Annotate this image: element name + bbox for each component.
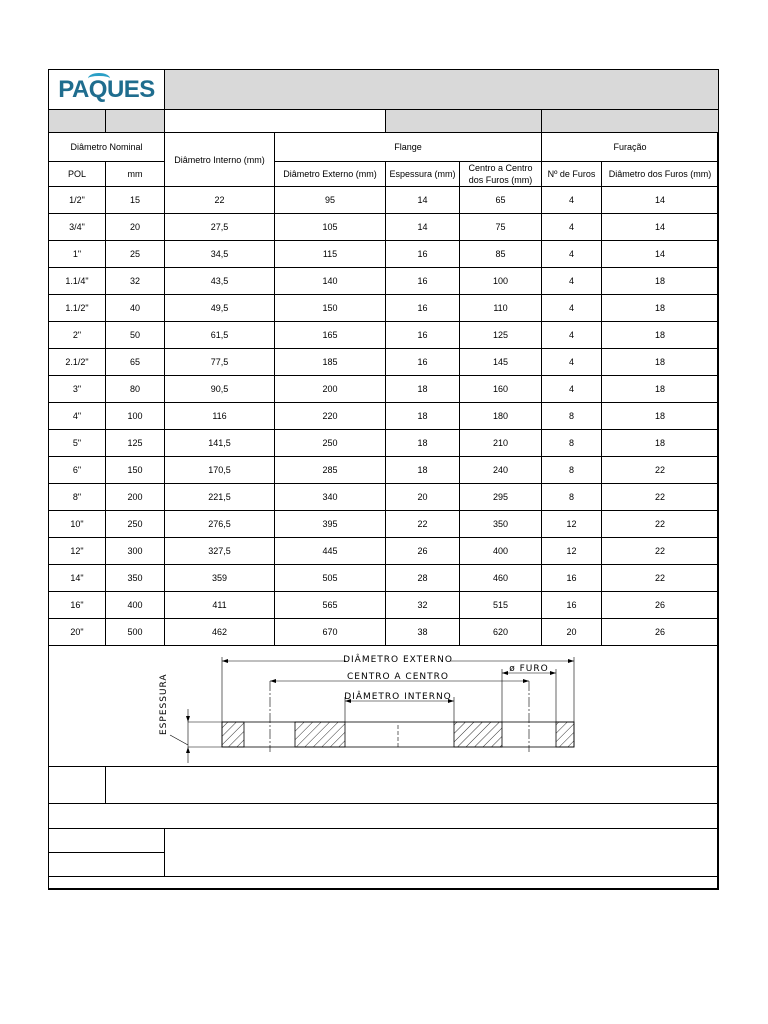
table-row [49,322,719,349]
table-cell: 100 [460,268,542,295]
sub-header-cell [542,110,719,133]
label-centro: CENTRO A CENTRO [347,672,449,682]
header-centro: Centro a Centro dos Furos (mm) [460,162,542,187]
table-cell: 240 [460,457,542,484]
table-cell: 8 [542,430,602,457]
table-cell: 16 [386,322,460,349]
table-cell: 1" [49,241,106,268]
table-cell: 4 [542,322,602,349]
table-cell: 1/2" [49,187,106,214]
table-cell: 400 [460,538,542,565]
label-interno: DIÂMETRO INTERNO [344,692,452,702]
arrow-icon [502,671,508,675]
table-cell: 250 [275,430,386,457]
footer-content-cell [165,829,719,877]
sub-header-cell [165,110,386,133]
table-cell: 125 [106,430,165,457]
table-cell: 670 [275,619,386,646]
table-cell: 12" [49,538,106,565]
table-cell: 105 [275,214,386,241]
table-cell: 85 [460,241,542,268]
table-cell: 115 [275,241,386,268]
footer-row [49,804,719,829]
table-cell: 110 [460,295,542,322]
table-cell: 8 [542,484,602,511]
flange-drawing [48,647,718,767]
table-cell: 350 [106,565,165,592]
table-cell: 180 [460,403,542,430]
table-cell: 77,5 [165,349,275,376]
table-cell: 61,5 [165,322,275,349]
table-cell: 8" [49,484,106,511]
table-cell: 18 [602,430,719,457]
table-row [49,538,719,565]
table-cell: 18 [602,295,719,322]
note-content-cell [106,767,719,804]
table-cell: 350 [460,511,542,538]
table-cell: 18 [602,268,719,295]
header-dfuros: Diâmetro dos Furos (mm) [602,162,719,187]
header-externo: Diâmetro Externo (mm) [275,162,386,187]
flange-drawing-svg [48,647,718,767]
table-cell: 125 [460,322,542,349]
table-cell: 200 [275,376,386,403]
hatch-section [295,722,345,747]
table-cell: 22 [386,511,460,538]
table-row [49,511,719,538]
table-cell: 14 [602,214,719,241]
table-cell: 90,5 [165,376,275,403]
title-area [165,70,719,110]
table-cell: 4 [542,241,602,268]
table-cell: 165 [275,322,386,349]
table-cell: 1.1/4" [49,268,106,295]
paques-logo [58,76,155,104]
table-cell: 20 [106,214,165,241]
table-cell: 34,5 [165,241,275,268]
table-cell: 8 [542,403,602,430]
table-cell: 4 [542,376,602,403]
table-cell: 16 [386,295,460,322]
table-cell: 22 [602,457,719,484]
table-cell: 460 [460,565,542,592]
table-row [49,403,719,430]
table-cell: 6" [49,457,106,484]
table-cell: 140 [275,268,386,295]
header-espessura: Espessura (mm) [386,162,460,187]
sub-header-cell [386,110,542,133]
table-cell: 50 [106,322,165,349]
table-cell: 10" [49,511,106,538]
table-cell: 14 [386,187,460,214]
table-cell: 5" [49,430,106,457]
table-row [49,349,719,376]
table-cell: 18 [602,349,719,376]
table-cell: 12 [542,511,602,538]
label-externo: DIÂMETRO EXTERNO [343,655,453,665]
table-row [49,430,719,457]
table-cell: 3" [49,376,106,403]
table-cell: 28 [386,565,460,592]
table-row [49,484,719,511]
table-cell: 14 [602,187,719,214]
table-cell: 340 [275,484,386,511]
table-cell: 16 [542,565,602,592]
table-cell: 18 [602,322,719,349]
table-cell: 12 [542,538,602,565]
table-body [49,187,719,646]
table-cell: 400 [106,592,165,619]
hatch-section [222,722,244,747]
table-cell: 2" [49,322,106,349]
table-cell: 26 [386,538,460,565]
table-cell: 49,5 [165,295,275,322]
arrow-icon [222,659,228,663]
table-row [49,376,719,403]
table-row [49,241,719,268]
table-cell: 15 [106,187,165,214]
table-cell: 445 [275,538,386,565]
note-label-cell [49,767,106,804]
table-cell: 565 [275,592,386,619]
logo-swoosh-icon [88,73,110,84]
header-nominal: Diâmetro Nominal [49,133,165,162]
footer-label-cell [49,829,165,853]
sub-header-cell [106,110,165,133]
table-cell: 515 [460,592,542,619]
table-cell: 32 [386,592,460,619]
table-cell: 100 [106,403,165,430]
table-cell: 2.1/2" [49,349,106,376]
table-cell: 145 [460,349,542,376]
table-row [49,214,719,241]
table-cell: 43,5 [165,268,275,295]
table-row [49,619,719,646]
table-cell: 65 [460,187,542,214]
table-cell: 4 [542,268,602,295]
table-cell: 16 [542,592,602,619]
header-mm: mm [106,162,165,187]
table-cell: 22 [165,187,275,214]
table-cell: 22 [602,484,719,511]
table-cell: 32 [106,268,165,295]
arrow-icon [186,716,190,722]
hatch-section [556,722,574,747]
table-cell: 22 [602,565,719,592]
table-cell: 18 [386,403,460,430]
sub-header-cell [49,110,106,133]
table-cell: 18 [386,457,460,484]
arrow-icon [550,671,556,675]
table-cell: 14 [386,214,460,241]
table-cell: 18 [386,430,460,457]
table-cell: 4 [542,349,602,376]
table-cell: 16 [386,349,460,376]
table-cell: 4 [542,295,602,322]
table-cell: 75 [460,214,542,241]
table-row [49,565,719,592]
header-flange: Flange [275,133,542,162]
table-cell: 1.1/2" [49,295,106,322]
table-row [49,187,719,214]
header-nfuros: Nº de Furos [542,162,602,187]
table-cell: 38 [386,619,460,646]
table-row [49,592,719,619]
table-cell: 25 [106,241,165,268]
table-cell: 65 [106,349,165,376]
table-cell: 4 [542,214,602,241]
table-cell: 16 [386,268,460,295]
table-cell: 22 [602,511,719,538]
arrow-icon [523,679,529,683]
table-cell: 22 [602,538,719,565]
table-cell: 300 [106,538,165,565]
arrow-icon [186,747,190,753]
table-cell: 150 [275,295,386,322]
table-cell: 20 [542,619,602,646]
table-cell: 221,5 [165,484,275,511]
table-cell: 295 [460,484,542,511]
table-cell: 620 [460,619,542,646]
hatch-section [454,722,502,747]
table-cell: 3/4" [49,214,106,241]
table-cell: 4 [542,187,602,214]
table-cell: 18 [602,376,719,403]
arrow-icon [568,659,574,663]
logo-text: PAQUES [58,75,155,103]
table-cell: 14" [49,565,106,592]
leader-line [170,735,188,745]
table-cell: 285 [275,457,386,484]
table-cell: 95 [275,187,386,214]
table-cell: 18 [386,376,460,403]
table-row [49,457,719,484]
header-pol: POL [49,162,106,187]
table-cell: 14 [602,241,719,268]
table-cell: 150 [106,457,165,484]
table-cell: 220 [275,403,386,430]
table-cell: 170,5 [165,457,275,484]
table-cell: 40 [106,295,165,322]
table-cell: 411 [165,592,275,619]
table-row [49,295,719,322]
table-cell: 18 [602,403,719,430]
label-furo: ø FURO [509,664,549,674]
table-cell: 462 [165,619,275,646]
table-cell: 20" [49,619,106,646]
footer-label-cell [49,853,165,877]
table-cell: 141,5 [165,430,275,457]
header-furacao: Furação [542,133,719,162]
table-cell: 395 [275,511,386,538]
table-cell: 250 [106,511,165,538]
table-cell: 26 [602,592,719,619]
label-espessura: ESPESSURA [159,673,169,735]
table-cell: 500 [106,619,165,646]
table-cell: 327,5 [165,538,275,565]
table-cell: 200 [106,484,165,511]
table-cell: 185 [275,349,386,376]
table-cell: 359 [165,565,275,592]
table-cell: 505 [275,565,386,592]
header-interno: Diâmetro Interno (mm) [165,133,275,187]
table-cell: 160 [460,376,542,403]
logo-cell [49,70,165,110]
table-cell: 276,5 [165,511,275,538]
table-cell: 116 [165,403,275,430]
table-cell: 210 [460,430,542,457]
table-cell: 80 [106,376,165,403]
table-cell: 16 [386,241,460,268]
table-cell: 26 [602,619,719,646]
table-cell: 20 [386,484,460,511]
table-row [49,268,719,295]
table-cell: 8 [542,457,602,484]
table-cell: 16" [49,592,106,619]
arrow-icon [270,679,276,683]
table-cell: 27,5 [165,214,275,241]
footer-row [49,877,719,890]
table-cell: 4" [49,403,106,430]
